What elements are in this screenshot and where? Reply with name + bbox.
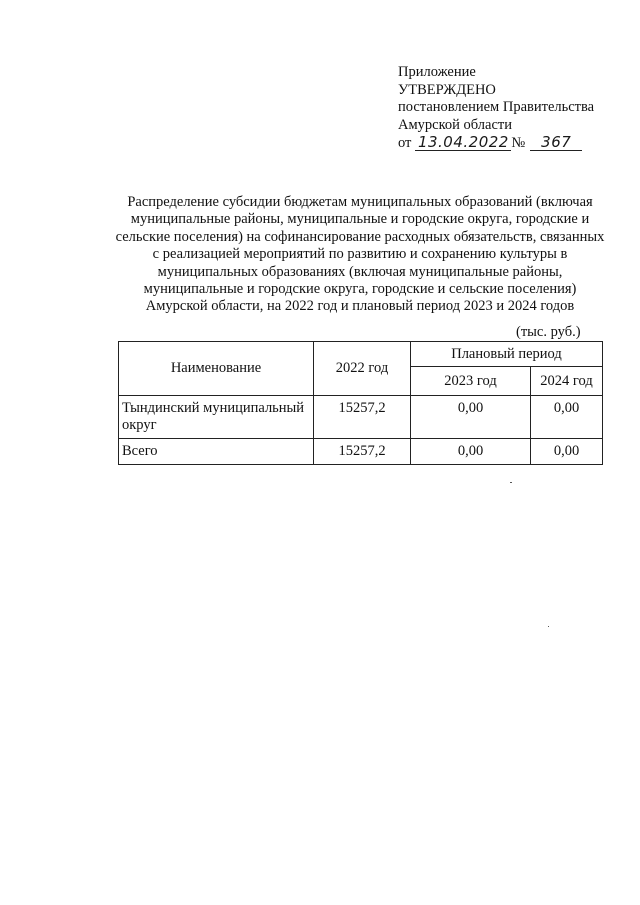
title-line: сельские поселения) на софинансирование расходных обязательств, связанных	[115, 228, 605, 245]
total-2023-cell	[411, 439, 531, 465]
header-name: Наименование	[119, 342, 314, 396]
title-line: с реализацией мероприятий по развитию и сохранению культуры в	[152, 246, 568, 263]
row-2023-cell	[411, 396, 531, 439]
total-2023-value: 0,00	[457, 443, 484, 459]
document-title	[100, 194, 620, 316]
subsidy-table	[118, 341, 603, 465]
handwritten-date: 13.04.2022	[415, 134, 511, 151]
total-2022-cell	[314, 439, 411, 465]
row-name-cell	[119, 396, 314, 439]
table-total-row	[119, 439, 603, 465]
title-line: Амурской области, на 2022 год и плановый период 2023 и 2024 годов	[145, 298, 575, 315]
appendix-label: Приложение	[398, 64, 476, 80]
header-planned-period: Плановый период	[411, 342, 603, 367]
title-line: муниципальных образованиях (включая муниципальные районы,	[157, 263, 563, 280]
header-2024: 2024 год	[531, 367, 603, 396]
approved-label: УТВЕРЖДЕНО	[398, 81, 496, 98]
date-prefix: от	[398, 135, 412, 151]
handwritten-number: 367	[530, 134, 582, 151]
region-label: Амурской области	[398, 116, 512, 133]
row-2024-value: 0,00	[553, 400, 580, 416]
total-2024-value: 0,00	[553, 443, 580, 459]
row-2022-cell	[314, 396, 411, 439]
row-name: Тындинский муниципальный округ	[122, 400, 305, 433]
scan-speck	[548, 626, 549, 627]
resolution-label: постановлением Правительства	[398, 99, 595, 115]
approval-block	[398, 64, 594, 153]
scan-speck	[510, 482, 512, 483]
total-2024-cell	[531, 439, 603, 465]
unit-label: (тыс. руб.)	[516, 324, 581, 340]
header-2023: 2023 год	[411, 367, 531, 396]
number-prefix: №	[511, 135, 526, 151]
total-name-cell	[119, 439, 314, 465]
total-name: Всего	[122, 443, 158, 459]
row-2022-value: 15257,2	[338, 400, 386, 416]
title-line: муниципальные районы, муниципальные и городские округа, городские и	[130, 211, 590, 228]
date-number-row	[398, 134, 594, 153]
table-row	[119, 396, 603, 439]
title-line: муниципальные и городские округа, городские и сельские поселения)	[143, 281, 577, 298]
table-header-row	[119, 342, 603, 367]
header-2022: 2022 год	[314, 342, 411, 396]
title-line: Распределение субсидии бюджетам муниципальных образований (включая	[127, 194, 593, 210]
row-2023-value: 0,00	[457, 400, 484, 416]
total-2022-value: 15257,2	[338, 443, 386, 459]
row-2024-cell	[531, 396, 603, 439]
